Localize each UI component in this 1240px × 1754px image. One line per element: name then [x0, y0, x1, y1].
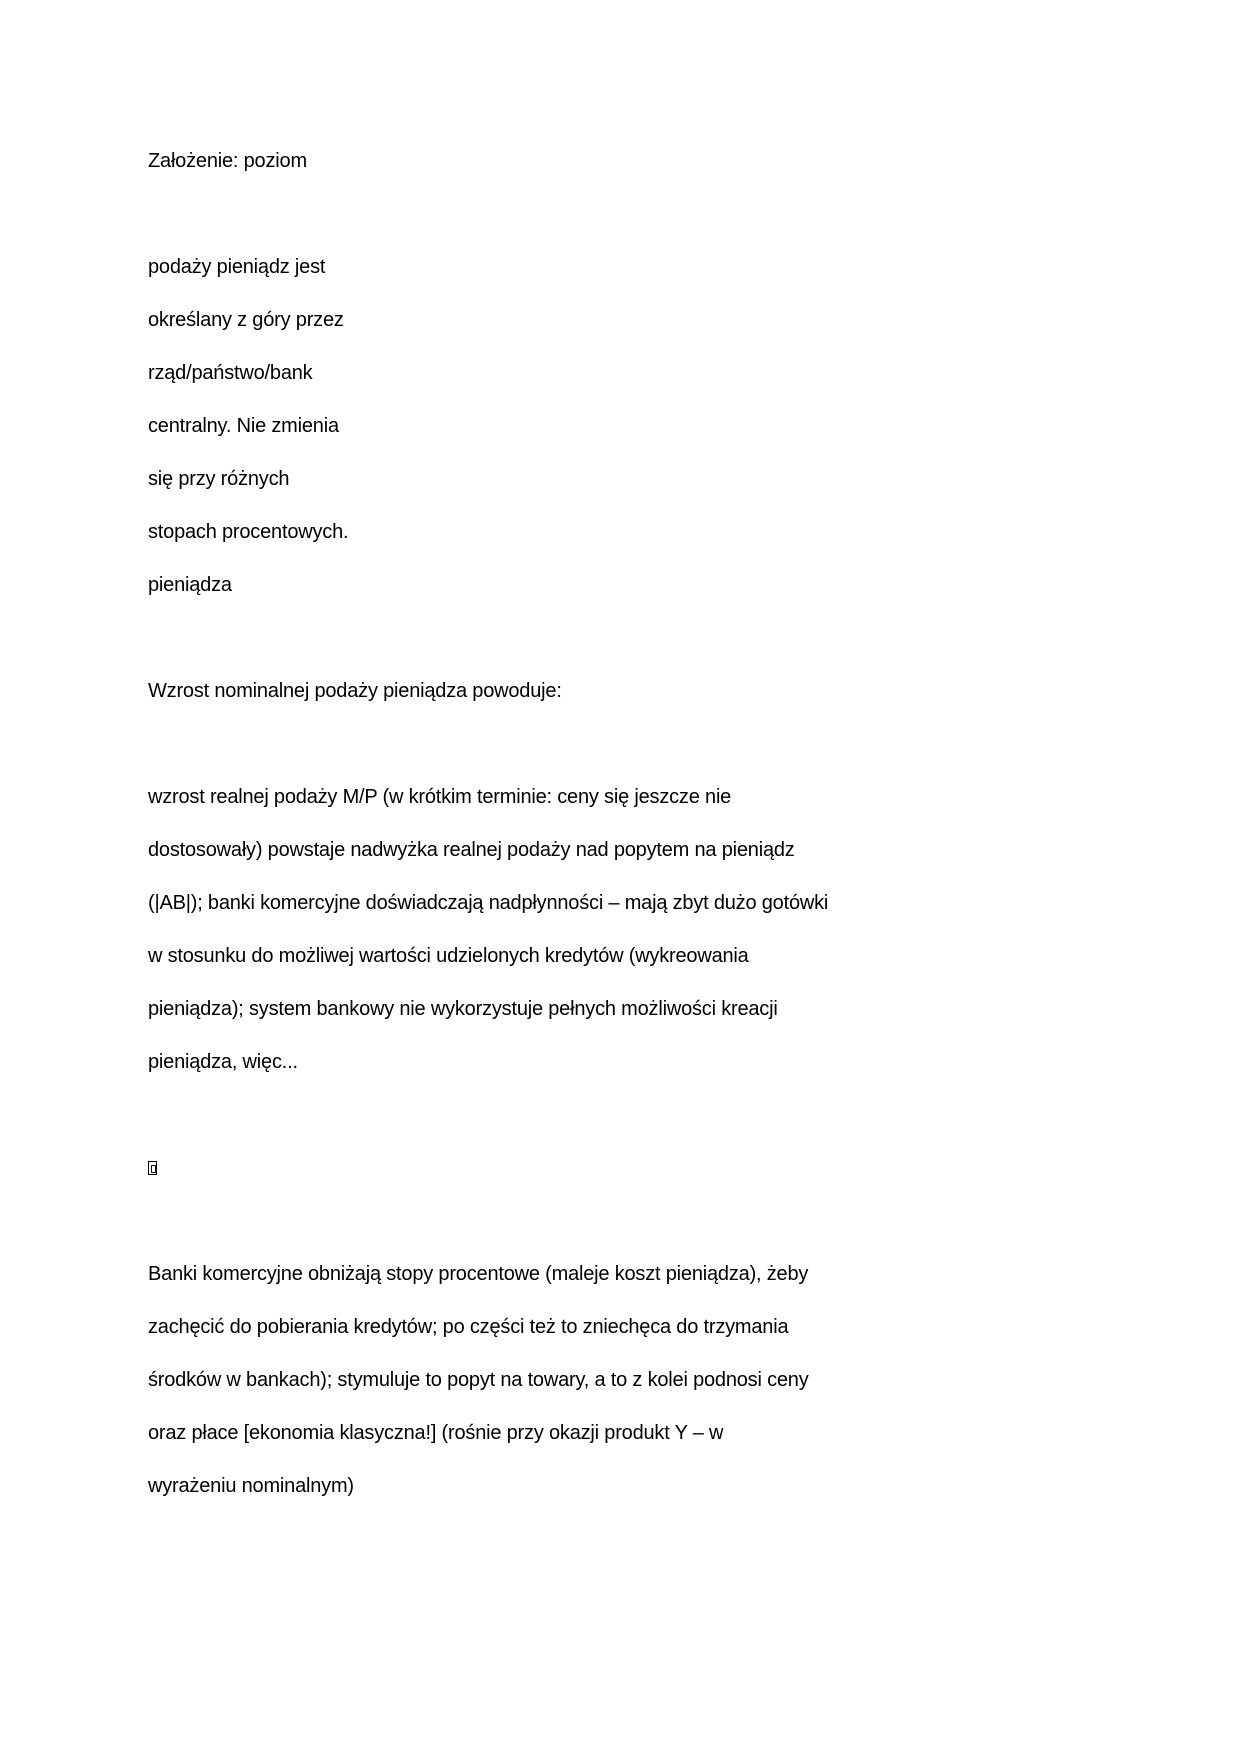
paragraph-2-line-3: rząd/państwo/bank	[148, 362, 313, 384]
paragraph-4-line-6: pieniądza, więc...	[148, 1051, 298, 1073]
paragraph-2-line-1: podaży pieniądz jest	[148, 256, 326, 278]
paragraph-5-line-5: wyrażeniu nominalnym)	[148, 1475, 354, 1497]
paragraph-2-line-7: pieniądza	[148, 574, 232, 596]
missing-glyph-box-icon	[148, 1161, 157, 1175]
paragraph-5-line-2: zachęcić do pobierania kredytów; po części też to zniechęca do trzymania	[148, 1316, 789, 1338]
paragraph-3-line-1: Wzrost nominalnej podaży pieniądza powoduje:	[148, 680, 562, 702]
symbol-line	[148, 1155, 157, 1181]
paragraph-5-line-1: Banki komercyjne obniżają stopy procentowe (maleje koszt pieniądza), żeby	[148, 1263, 809, 1285]
paragraph-4-line-5: pieniądza); system bankowy nie wykorzystuje pełnych możliwości kreacji	[148, 998, 778, 1020]
paragraph-2-line-4: centralny. Nie zmienia	[148, 415, 339, 437]
paragraph-2-line-2: określany z góry przez	[148, 309, 344, 331]
paragraph-4-line-4: w stosunku do możliwej wartości udzielonych kredytów (wykreowania	[148, 945, 749, 967]
paragraph-5-line-4: oraz płace [ekonomia klasyczna!] (rośnie przy okazji produkt Y – w	[148, 1422, 724, 1444]
paragraph-2-line-6: stopach procentowych.	[148, 521, 349, 543]
paragraph-2-line-5: się przy różnych	[148, 468, 290, 490]
paragraph-5-line-3: środków w bankach); stymuluje to popyt na towary, a to z kolei podnosi ceny	[148, 1369, 809, 1391]
paragraph-4-line-1: wzrost realnej podaży M/P (w krótkim terminie: ceny się jeszcze nie	[148, 786, 732, 808]
paragraph-1-line-1: Założenie: poziom	[148, 150, 307, 172]
paragraph-4-line-2: dostosowały) powstaje nadwyżka realnej podaży nad popytem na pieniądz	[148, 839, 795, 861]
paragraph-4-line-3: (|AB|); banki komercyjne doświadczają nadpłynności – mają zbyt dużo gotówki	[148, 892, 829, 914]
